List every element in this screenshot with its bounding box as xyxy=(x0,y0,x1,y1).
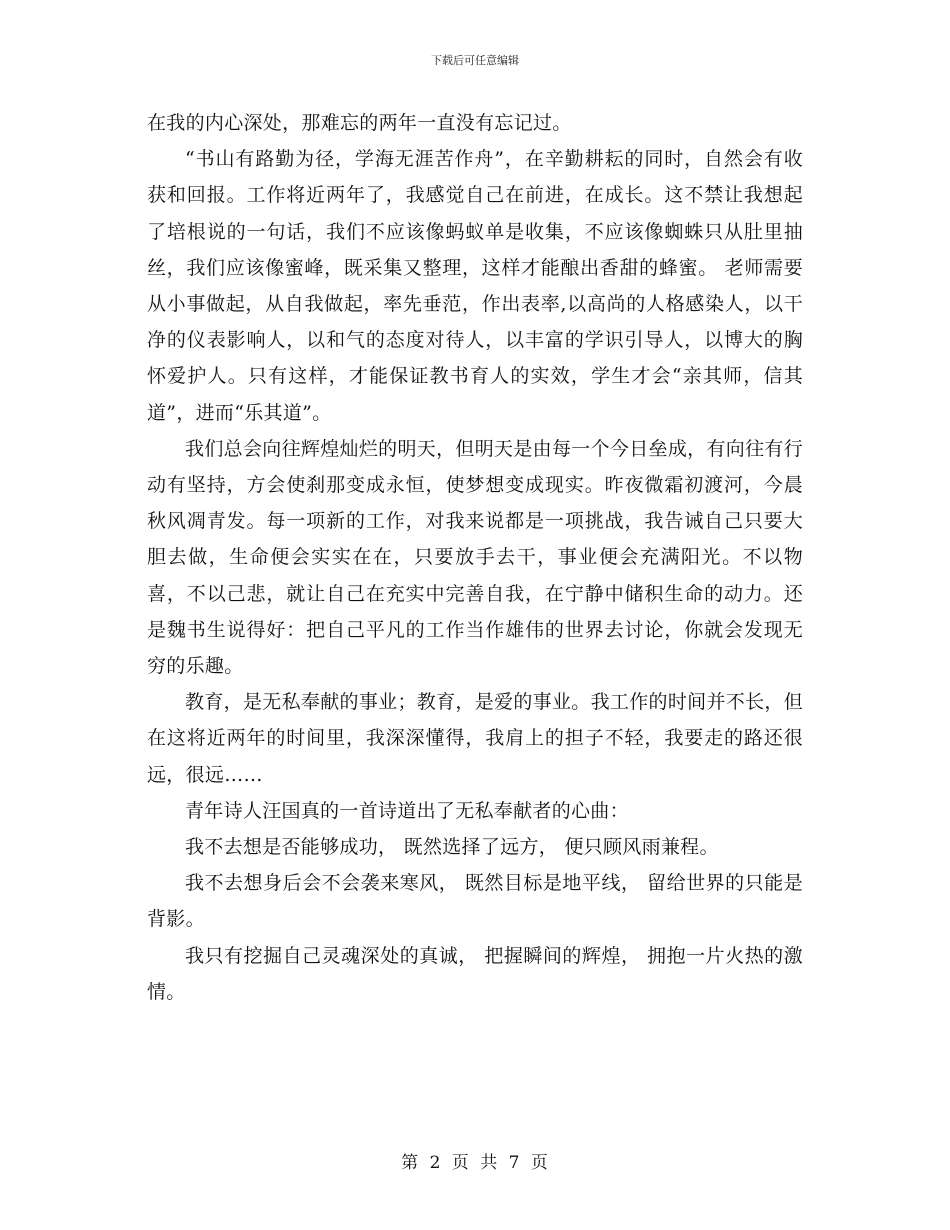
paragraph: 在我的内心深处，那难忘的两年一直没有忘记过。 xyxy=(147,112,572,134)
poem-line: 我不去想是否能够成功， 既然选择了远方， 便只顾风雨兼程。 xyxy=(185,836,719,859)
paragraph: 教育，是无私奉献的事业；教育，是爱的事业。我工作的时间并不长，但在这将近两年的时间里，我深深懂得，我肩上的担子不轻，我要走的路还很远，很远…… xyxy=(147,691,803,786)
paragraph: “书山有路勤为径，学海无涯苦作舟”，在辛勤耕耘的同时，自然会有收获和回报。工作将近两年了，我感觉自己在前进，在成长。这不禁让我想起了培根说的一句话，我们不应该像蚂蚁单是收集，不应该像蜘蛛只从肚里抽丝，我们应该像蜜峰，既采集又整理，这样才能酿出香甜的蜂蜜。 老师需要从小事做起，从自我做起，率先垂范，作出表率,以高尚的人格感染人，以干净的仪表影响人，以和气的态度对待人，以丰富的学识引导人，以博大的胸怀爱护人。只有这样，才能保证教书育人的实效，学生才会“亲其师，信其道”，进而“乐其道”。 xyxy=(147,148,803,424)
page-header: 下载后可任意编辑 xyxy=(431,54,519,67)
paragraph: 我们总会向往辉煌灿烂的明天，但明天是由每一个今日垒成，有向往有行动有坚持，方会使刹那变成永恒，使梦想变成现实。昨夜微霜初渡河，今晨秋风凋青发。每一项新的工作，对我来说都是一项挑战，我告诫自己只要大胆去做，生命便会实实在在，只要放手去干，事业便会充满阳光。不以物喜，不以己悲，就让自己在充实中完善自我，在宁静中储积生命的动力。还是魏书生说得好：把自己平凡的工作当作雄伟的世界去讨论，你就会发现无穷的乐趣。 xyxy=(147,437,803,678)
page-number: 第 2 页 共 7 页 xyxy=(401,1153,549,1173)
document-body xyxy=(147,105,803,1010)
poem-line: 我只有挖掘自己灵魂深处的真诚， 把握瞬间的辉煌， 拥抱一片火热的激情。 xyxy=(147,944,803,1003)
paragraph: 青年诗人汪国真的一首诗道出了无私奉献者的心曲： xyxy=(185,799,629,822)
poem-line: 我不去想身后会不会袭来寒风， 既然目标是地平线， 留给世界的只能是背影。 xyxy=(147,872,803,931)
